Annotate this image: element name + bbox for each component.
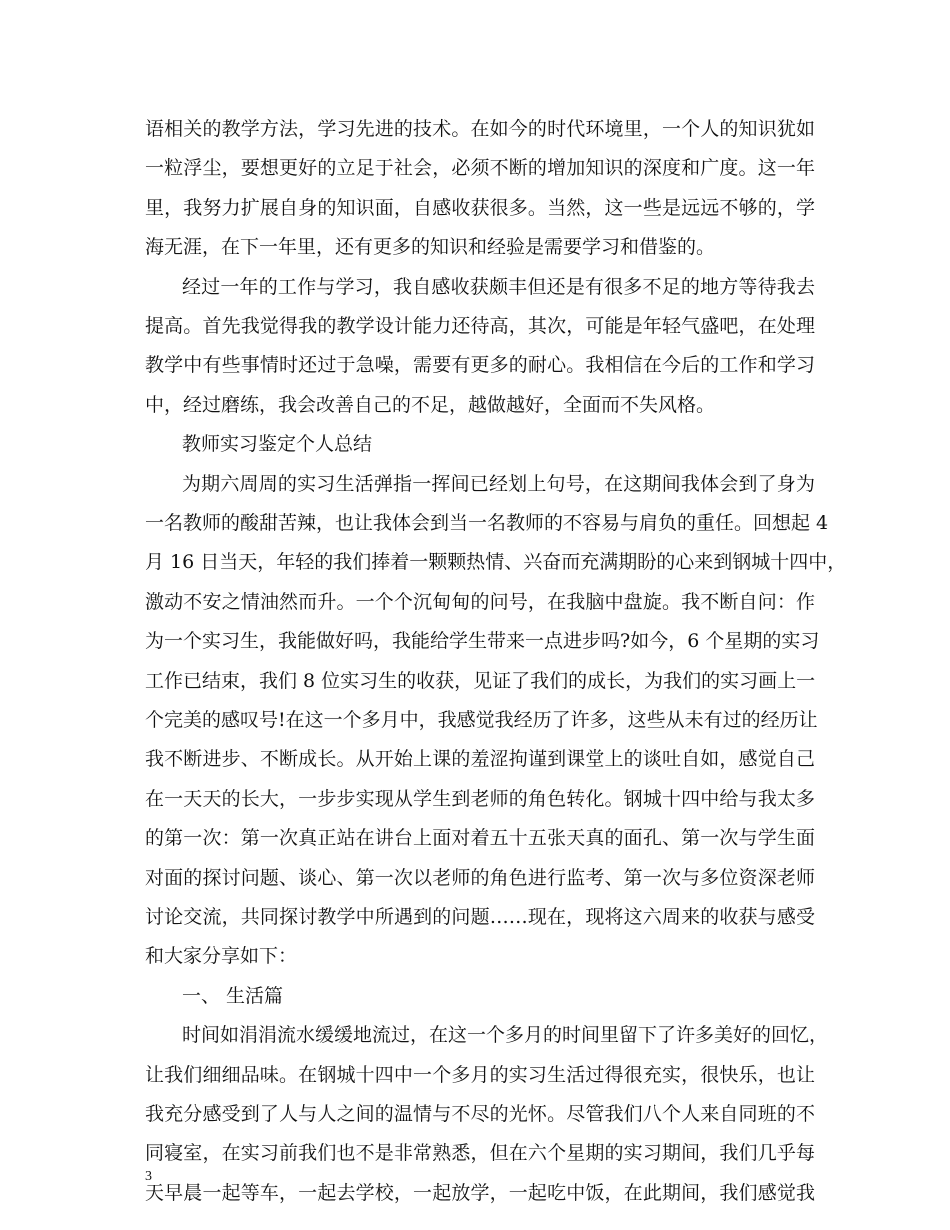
- text-line: 语相关的教学方法，学习先进的技术。在如今的时代环境里，一个人的知识犹如: [145, 118, 815, 140]
- text-line: 为期六周周的实习生活弹指一挥间已经划上句号，在这期间我体会到了身为: [182, 472, 815, 495]
- text-line: 中，经过磨练，我会改善自己的不足，越做越好，全面而不失风格。: [145, 393, 716, 416]
- text-line: 教学中有些事情时还过于急噪，需要有更多的耐心。我相信在今后的工作和学习: [145, 354, 815, 377]
- text-line: 天早晨一起等车，一起去学校，一起放学，一起吃中饭，在此期间，我们感觉我: [145, 1181, 815, 1204]
- section-heading: 一、 生活篇: [182, 984, 284, 1007]
- text-line: 月 16 日当天，年轻的我们捧着一颗颗热情、兴奋而充满期盼的心来到钢城十四中，: [145, 551, 847, 574]
- text-line: 时间如涓涓流水缓缓地流过，在这一个多月的时间里留下了许多美好的回忆，: [182, 1024, 829, 1047]
- text-line: 工作已结束，我们 8 位实习生的收获，见证了我们的成长，为我们的实习画上一: [145, 669, 816, 692]
- text-line: 海无涯，在下一年里，还有更多的知识和经验是需要学习和借鉴的。: [145, 236, 716, 259]
- text-line: 一名教师的酸甜苦辣，也让我体会到当一名教师的不容易与肩负的重任。回想起 4: [145, 512, 829, 534]
- text-line: 和大家分享如下：: [145, 945, 298, 968]
- text-line: 的第一次：第一次真正站在讲台上面对着五十五张天真的面孔、第一次与学生面: [145, 827, 815, 850]
- text-line: 激动不安之情油然而升。一个个沉甸甸的问号，在我脑中盘旋。我不断自问：作: [145, 590, 815, 613]
- text-line: 经过一年的工作与学习，我自感收获颇丰但还是有很多不足的地方等待我去: [182, 275, 815, 298]
- text-line: 在一天天的长大，一步步实现从学生到老师的角色转化。钢城十四中给与我太多: [145, 787, 815, 810]
- text-line: 个完美的感叹号!在这一个多月中，我感觉我经历了许多，这些从未有过的经历让: [145, 709, 818, 731]
- page-number: 3: [145, 1169, 152, 1184]
- text-line: 讨论交流，共同探讨教学中所遇到的问题……现在，现将这六周来的收获与感受: [145, 906, 815, 928]
- text-line: 让我们细细品味。在钢城十四中一个多月的实习生活过得很充实，很快乐，也让: [145, 1063, 815, 1086]
- text-line: 为一个实习生，我能做好吗，我能给学生带来一点进步吗?如今，6 个星期的实习: [145, 630, 820, 653]
- text-line: 对面的探讨问题、谈心、第一次以老师的角色进行监考、第一次与多位资深老师: [145, 866, 815, 889]
- text-line: 同寝室，在实习前我们也不是非常熟悉，但在六个星期的实习期间，我们几乎每: [145, 1142, 815, 1165]
- text-line: 我不断进步、不断成长。从开始上课的羞涩拘谨到课堂上的谈吐自如，感觉自己: [145, 748, 815, 771]
- text-line: 我充分感受到了人与人之间的温情与不尽的光怀。尽管我们八个人来自同班的不: [145, 1103, 815, 1125]
- text-line: 里，我努力扩展自身的知识面，自感收获很多。当然，这一些是远远不够的，学: [145, 196, 815, 219]
- text-line: 提高。首先我觉得我的教学设计能力还待高，其次，可能是年轻气盛吧，在处理: [145, 315, 815, 337]
- text-line: 一粒浮尘，要想更好的立足于社会，必须不断的增加知识的深度和广度。这一年: [145, 157, 815, 180]
- section-heading: 教师实习鉴定个人总结: [182, 433, 373, 456]
